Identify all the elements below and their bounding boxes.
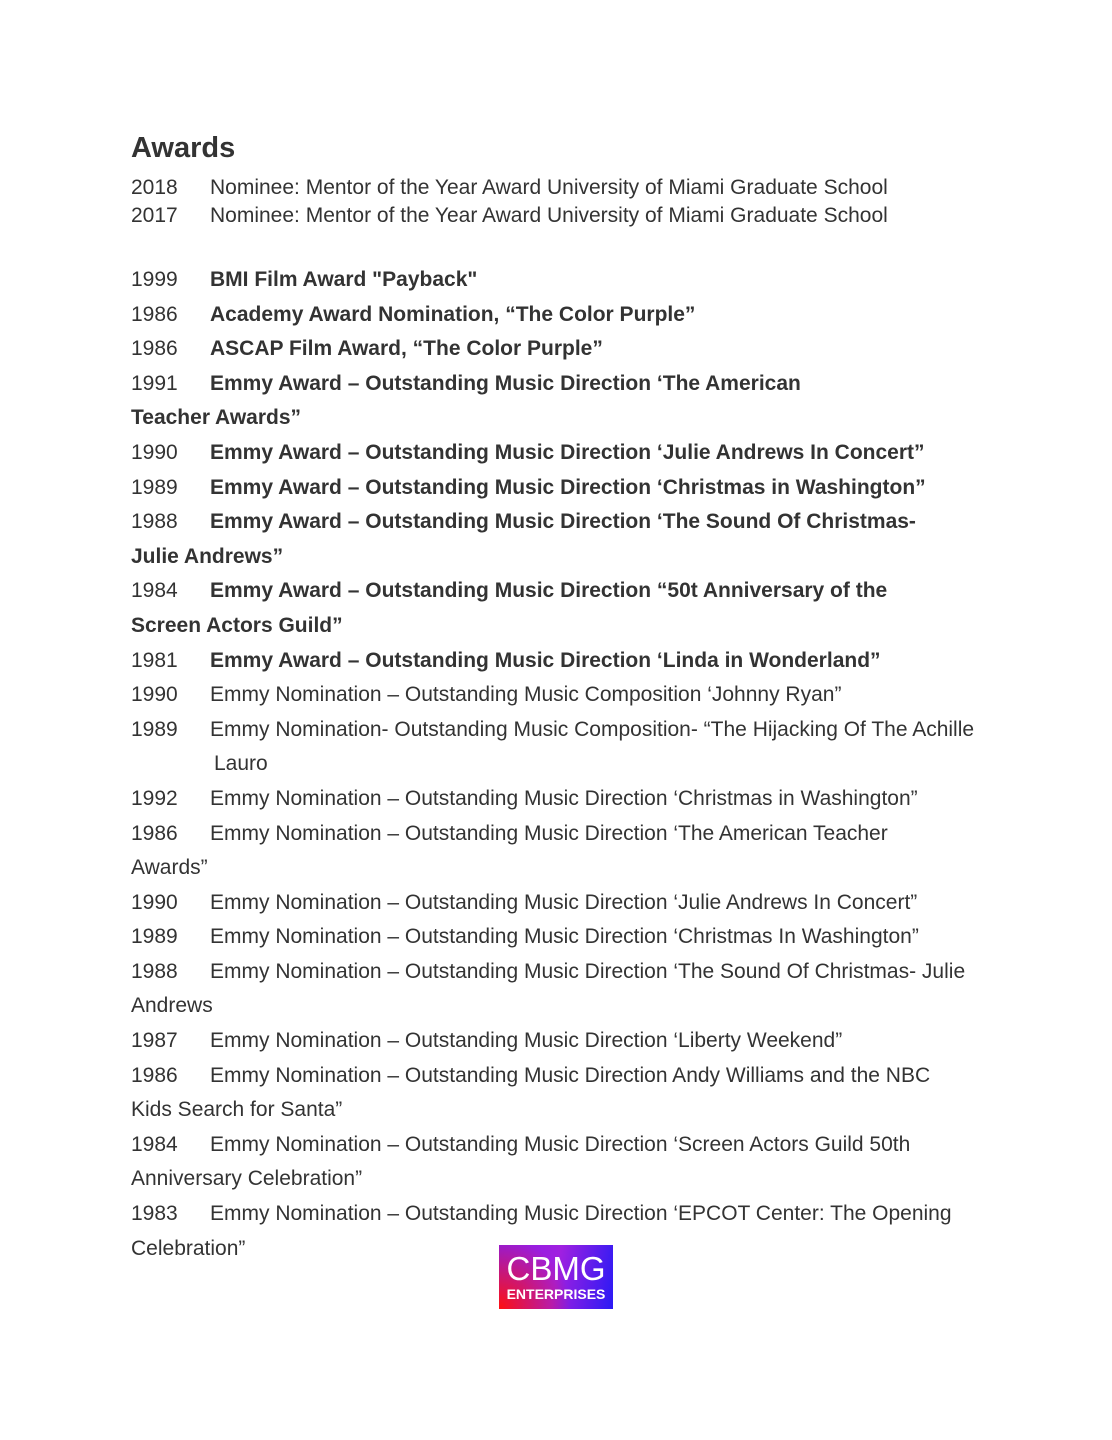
award-year: 1986 bbox=[131, 1063, 178, 1087]
award-title-continued: Anniversary Celebration” bbox=[131, 1167, 363, 1191]
award-title-continued: Awards” bbox=[131, 856, 208, 880]
award-year: 1988 bbox=[131, 959, 178, 983]
award-entry bbox=[131, 298, 1031, 333]
award-entry bbox=[131, 1128, 1031, 1197]
award-entry bbox=[131, 202, 1031, 230]
award-entry bbox=[131, 1059, 1031, 1128]
award-title: Emmy Nomination – Outstanding Music Direction Andy Williams and the NBC bbox=[210, 1063, 931, 1087]
award-title: Emmy Nomination – Outstanding Music Composition ‘Johnny Ryan” bbox=[210, 683, 842, 707]
award-title: Emmy Nomination – Outstanding Music Direction ‘The Sound Of Christmas- Julie bbox=[210, 959, 966, 983]
award-entry bbox=[131, 817, 1031, 886]
award-title: BMI Film Award "Payback" bbox=[210, 268, 478, 291]
award-entry bbox=[131, 263, 1031, 298]
award-year: 1986 bbox=[131, 337, 178, 361]
award-title: Emmy Nomination – Outstanding Music Direction ‘The American Teacher bbox=[210, 821, 888, 845]
recent-nominations bbox=[131, 174, 1031, 229]
award-year: 1992 bbox=[131, 786, 178, 810]
award-year: 1984 bbox=[131, 579, 178, 603]
award-year: 1986 bbox=[131, 302, 178, 326]
award-entry bbox=[131, 505, 1031, 574]
logo-title: CBMG bbox=[506, 1250, 606, 1287]
award-title-continued: Kids Search for Santa” bbox=[131, 1098, 343, 1122]
award-title-continued: Celebration” bbox=[131, 1236, 246, 1260]
award-title-continued: Screen Actors Guild” bbox=[131, 613, 343, 637]
award-entry bbox=[131, 920, 1031, 955]
award-title: Nominee: Mentor of the Year Award University of Miami Graduate School bbox=[210, 203, 888, 227]
award-title: ASCAP Film Award, “The Color Purple” bbox=[210, 337, 603, 361]
award-year: 1991 bbox=[131, 371, 178, 395]
award-year: 1999 bbox=[131, 268, 178, 291]
award-title: Emmy Nomination – Outstanding Music Direction ‘EPCOT Center: The Opening bbox=[210, 1202, 952, 1226]
award-year: 1990 bbox=[131, 890, 178, 914]
award-entry bbox=[131, 886, 1031, 921]
award-title: Emmy Nomination – Outstanding Music Direction ‘Screen Actors Guild 50th bbox=[210, 1132, 911, 1156]
award-title-continued: Julie Andrews” bbox=[131, 544, 284, 568]
award-entry bbox=[131, 678, 1031, 713]
award-title-continued: Andrews bbox=[131, 994, 213, 1018]
award-entry bbox=[131, 436, 1031, 471]
award-title: Emmy Nomination – Outstanding Music Direction ‘Christmas in Washington” bbox=[210, 786, 918, 810]
award-year: 1986 bbox=[131, 821, 178, 845]
award-year: 1989 bbox=[131, 717, 178, 741]
award-title: Nominee: Mentor of the Year Award University of Miami Graduate School bbox=[210, 176, 888, 199]
award-title: Emmy Nomination- Outstanding Music Composition- “The Hijacking Of The Achille bbox=[210, 717, 975, 741]
award-year: 2018 bbox=[131, 176, 178, 199]
award-title: Emmy Nomination – Outstanding Music Direction ‘Christmas In Washington” bbox=[210, 925, 919, 949]
award-year: 1990 bbox=[131, 440, 178, 464]
award-entry bbox=[131, 782, 1031, 817]
award-title: Emmy Nomination – Outstanding Music Direction ‘Liberty Weekend” bbox=[210, 1029, 843, 1053]
award-title-continued: Teacher Awards” bbox=[131, 406, 302, 430]
award-entry bbox=[131, 174, 1031, 202]
award-title: Emmy Award – Outstanding Music Direction ‘Christmas in Washington” bbox=[210, 475, 926, 499]
award-year: 1983 bbox=[131, 1202, 178, 1226]
award-title: Emmy Award – Outstanding Music Direction ‘The American bbox=[210, 371, 801, 395]
award-year: 1981 bbox=[131, 648, 178, 672]
award-entry bbox=[131, 1024, 1031, 1059]
award-year: 1989 bbox=[131, 925, 178, 949]
cbmg-logo bbox=[499, 1245, 613, 1309]
award-title: Emmy Award – Outstanding Music Direction ‘Linda in Wonderland” bbox=[210, 648, 881, 672]
awards-list bbox=[131, 263, 1031, 1266]
awards-section bbox=[131, 128, 1031, 1266]
award-title: Emmy Nomination – Outstanding Music Direction ‘Julie Andrews In Concert” bbox=[210, 890, 918, 914]
award-year: 1990 bbox=[131, 683, 178, 707]
award-entry bbox=[131, 713, 1031, 782]
award-title: Emmy Award – Outstanding Music Direction ‘The Sound Of Christmas- bbox=[210, 510, 916, 534]
award-entry bbox=[131, 367, 1031, 436]
award-entry bbox=[131, 471, 1031, 506]
logo-subtitle: ENTERPRISES bbox=[506, 1286, 606, 1302]
section-heading: Awards bbox=[131, 132, 236, 164]
award-year: 2017 bbox=[131, 203, 178, 227]
award-title: Academy Award Nomination, “The Color Purple” bbox=[210, 302, 696, 326]
award-entry bbox=[131, 955, 1031, 1024]
award-entry bbox=[131, 574, 1031, 643]
award-entry bbox=[131, 644, 1031, 679]
award-year: 1987 bbox=[131, 1029, 178, 1053]
award-title: Emmy Award – Outstanding Music Direction ‘Julie Andrews In Concert” bbox=[210, 440, 925, 464]
award-entry bbox=[131, 332, 1031, 367]
award-year: 1984 bbox=[131, 1132, 178, 1156]
award-title-continued: Lauro bbox=[214, 752, 268, 776]
award-year: 1988 bbox=[131, 510, 178, 534]
award-year: 1989 bbox=[131, 475, 178, 499]
award-title: Emmy Award – Outstanding Music Direction “50t Anniversary of the bbox=[210, 579, 888, 603]
